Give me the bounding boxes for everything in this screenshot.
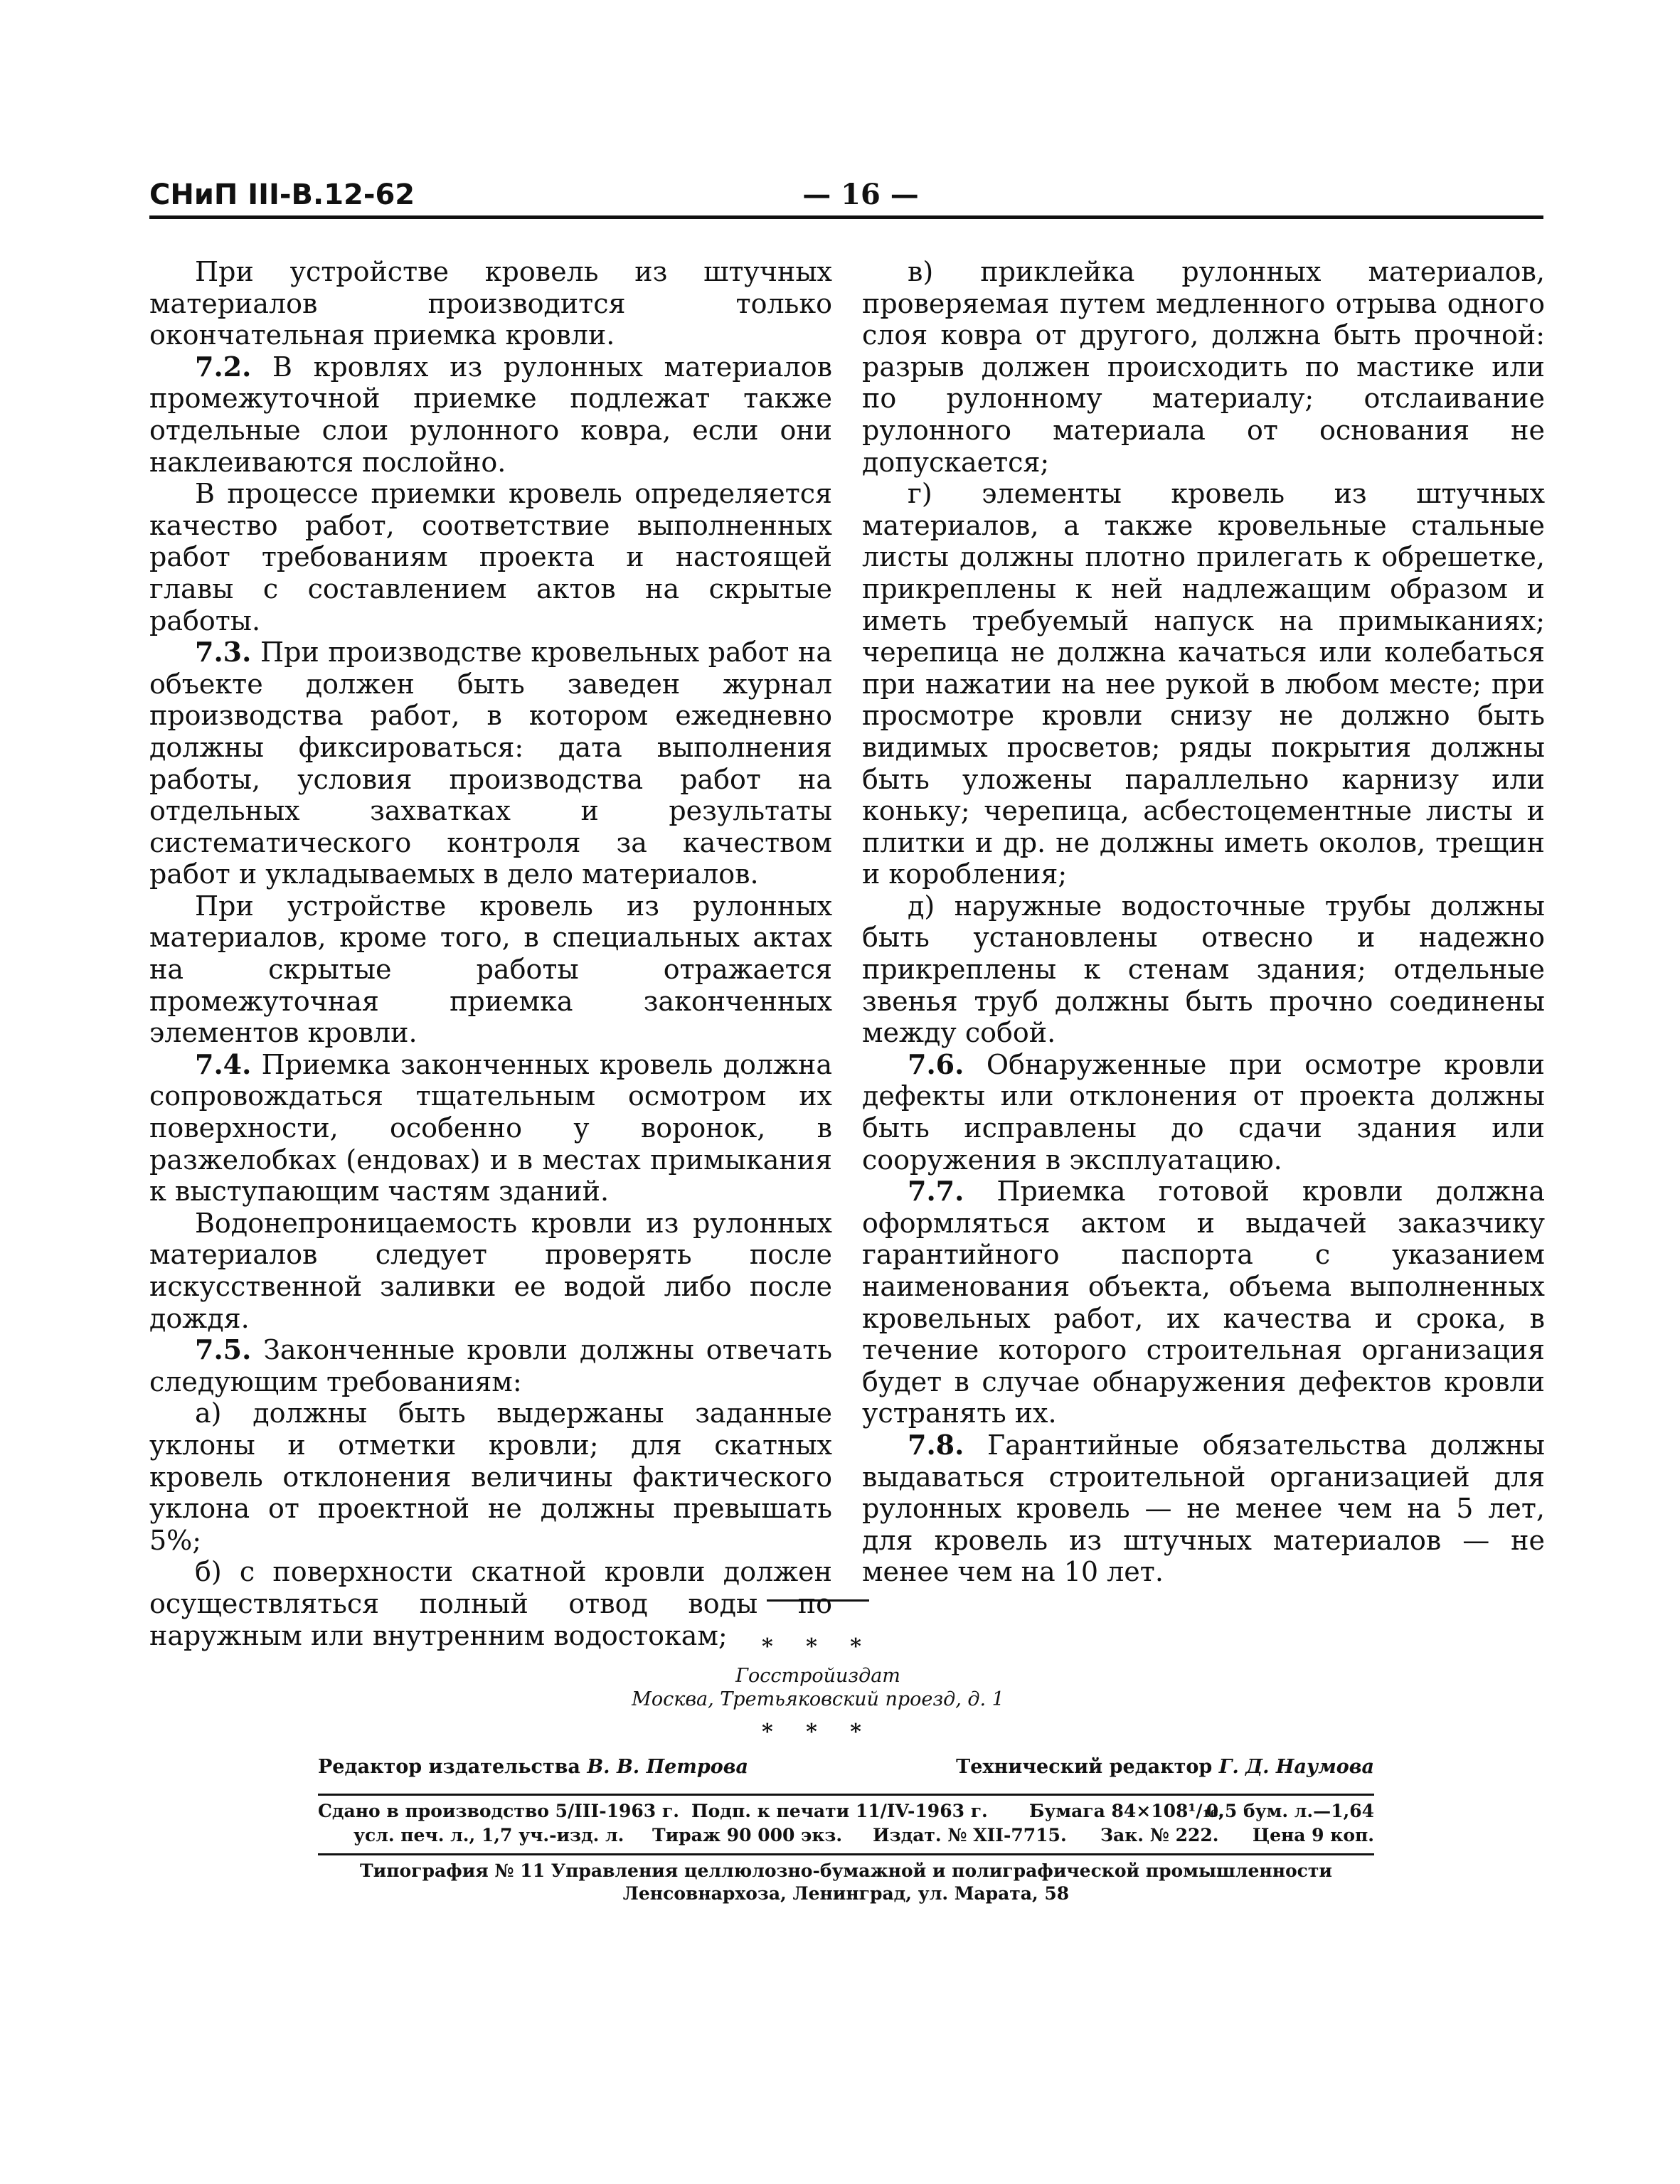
- print-detail: Тираж 90 000 экз.: [652, 1825, 843, 1845]
- clause-number: 7.8.: [908, 1428, 964, 1461]
- list-item-b: б) с поверхности скатной кровли должен осуществляться полный отвод воды по наружным или внутренним водостокам;: [149, 1556, 832, 1651]
- clause-number: 7.7.: [908, 1175, 964, 1208]
- paragraph: При устройстве кровель из штучных материалов производится только окончательная приемка кровли.: [149, 256, 832, 351]
- paragraph-7-7: 7.7. Приемка готовой кровли должна оформляться актом и выдачей заказчику гарантийного паспорта с указанием наименования объекта, объема выполненных кровельных работ, их качества и срока, в течение которого строительная организация будет в случае обнаружения дефектов кровли устранять их.: [862, 1175, 1545, 1429]
- publisher-name: Госстройиздат: [735, 1665, 900, 1687]
- document-code: СНиП III-В.12-62: [149, 179, 415, 211]
- page-header: [149, 176, 1543, 219]
- printing-house-line: Типография № 11 Управления целлюлозно-бумажной и полиграфической промышленности: [360, 1860, 1332, 1881]
- list-item-v: в) приклейка рулонных материалов, проверяемая путем медленного отрыва одного слоя ковра от другого, должна быть прочной: разрыв должен происходить по мастике или по рулонному материалу; отслаивание рулонного материала от основания не допускается;: [862, 256, 1545, 478]
- list-item-a: а) должны быть выдержаны заданные уклоны и отметки кровли; для скатных кровель отклонения величины фактического уклона от проектной не должны превышать 5%;: [149, 1397, 832, 1556]
- publisher-address: Москва, Третьяковский проезд, д. 1: [632, 1688, 1004, 1710]
- paragraph-7-8: 7.8. Гарантийные обязательства должны выдаваться строительной организацией для рулонных кровель — не менее чем на 5 лет, для кровель из штучных материалов — не менее чем на 10 лет.: [862, 1428, 1545, 1588]
- print-detail: Сдано в производство 5/III-1963 г.: [318, 1801, 679, 1821]
- paragraph: В процессе приемки кровель определяется качество работ, соответствие выполненных работ требованиям проекта и настоящей главы с составлением актов на скрытые работы.: [149, 478, 832, 636]
- paragraph-7-2: 7.2. В кровлях из рулонных материалов промежуточной приемке подлежат также отдельные слои рулонного ковра, если они наклеиваются послойно.: [149, 350, 832, 478]
- paragraph: Водонепроницаемость кровли из рулонных материалов следует проверять после искусственной заливки ее водой либо после дождя.: [149, 1207, 832, 1334]
- asterism-bottom: * * *: [762, 1720, 874, 1744]
- editor-name: В. В. Петрова: [587, 1756, 748, 1778]
- clause-number: 7.2.: [195, 350, 252, 383]
- asterism-top: * * *: [762, 1634, 874, 1659]
- paragraph-7-5: 7.5. Законченные кровли должны отвечать следующим требованиям:: [149, 1333, 832, 1397]
- paragraph-7-4: 7.4. Приемка законченных кровель должна сопровождаться тщательным осмотром их поверхности, особенно у воронок, в разжелобках (ендовах) и в местах примыкания к выступающим частям зданий.: [149, 1048, 832, 1208]
- left-column: [149, 256, 832, 1651]
- print-detail: 0,5 бум. л.—1,64: [1206, 1801, 1374, 1821]
- paragraph: При устройстве кровель из рулонных материалов, кроме того, в специальных актах на скрытые работы отражается промежуточная приемка законченных элементов кровли.: [149, 890, 832, 1049]
- colophon-divider-top: [318, 1794, 1374, 1796]
- clause-number: 7.4.: [195, 1048, 252, 1080]
- print-details: [318, 1799, 1374, 1848]
- print-details-row: [318, 1799, 1374, 1823]
- tech-editor-credit: Технический редактор Г. Д. Наумова: [956, 1756, 1374, 1778]
- print-detail: Бумага 84×108¹/₁₆.: [1029, 1801, 1225, 1821]
- page-number: — 16 —: [802, 178, 919, 211]
- print-detail: Зак. № 222.: [1100, 1825, 1219, 1845]
- colophon-divider-bottom: [318, 1853, 1374, 1855]
- print-detail: Издат. № XII-7715.: [873, 1825, 1067, 1845]
- list-item-g: г) элементы кровель из штучных материалов, а также кровельные стальные листы должны плотно прилегать к обрешетке, прикреплены к ней надлежащим образом и иметь требуемый напуск на примыканиях; черепица не должна качаться или колебаться при нажатии на нее рукой в любом месте; при просмотре кровли снизу не должно быть видимых просветов; ряды покрытия должны быть уложены параллельно карнизу или коньку; черепица, асбестоцементные листы и плитки и др. не должны иметь околов, трещин и коробления;: [862, 478, 1545, 890]
- section-divider: [767, 1599, 869, 1602]
- clause-number: 7.3.: [195, 636, 252, 668]
- clause-number: 7.6.: [908, 1048, 964, 1080]
- print-detail: Цена 9 коп.: [1252, 1825, 1374, 1845]
- print-detail: Подп. к печати 11/IV-1963 г.: [691, 1801, 988, 1821]
- paragraph-7-6: 7.6. Обнаруженные при осмотре кровли дефекты или отклонения от проекта должны быть исправлены до сдачи здания или сооружения в эксплуатацию.: [862, 1048, 1545, 1176]
- paragraph-7-3: 7.3. При производстве кровельных работ на объекте должен быть заведен журнал производства работ, в котором ежедневно должны фиксироваться: дата выполнения работы, условия производства работ на отдельных захватках и результаты систематического контроля за качеством работ и укладываемых в дело материалов.: [149, 636, 832, 890]
- editor-credit: Редактор издательства В. В. Петрова: [318, 1756, 748, 1778]
- right-column: [862, 256, 1545, 1588]
- printing-house-address: Ленсовнархоза, Ленинград, ул. Марата, 58: [622, 1883, 1070, 1904]
- print-details-row: [318, 1823, 1374, 1848]
- tech-editor-name: Г. Д. Наумова: [1218, 1756, 1374, 1778]
- print-detail: усл. печ. л., 1,7 уч.-изд. л.: [353, 1825, 624, 1845]
- list-item-d: д) наружные водосточные трубы должны быть установлены отвесно и надежно прикреплены к стенам здания; отдельные звенья труб должны быть прочно соединены между собой.: [862, 890, 1545, 1049]
- editors-line: [318, 1755, 1374, 1781]
- clause-number: 7.5.: [195, 1333, 252, 1366]
